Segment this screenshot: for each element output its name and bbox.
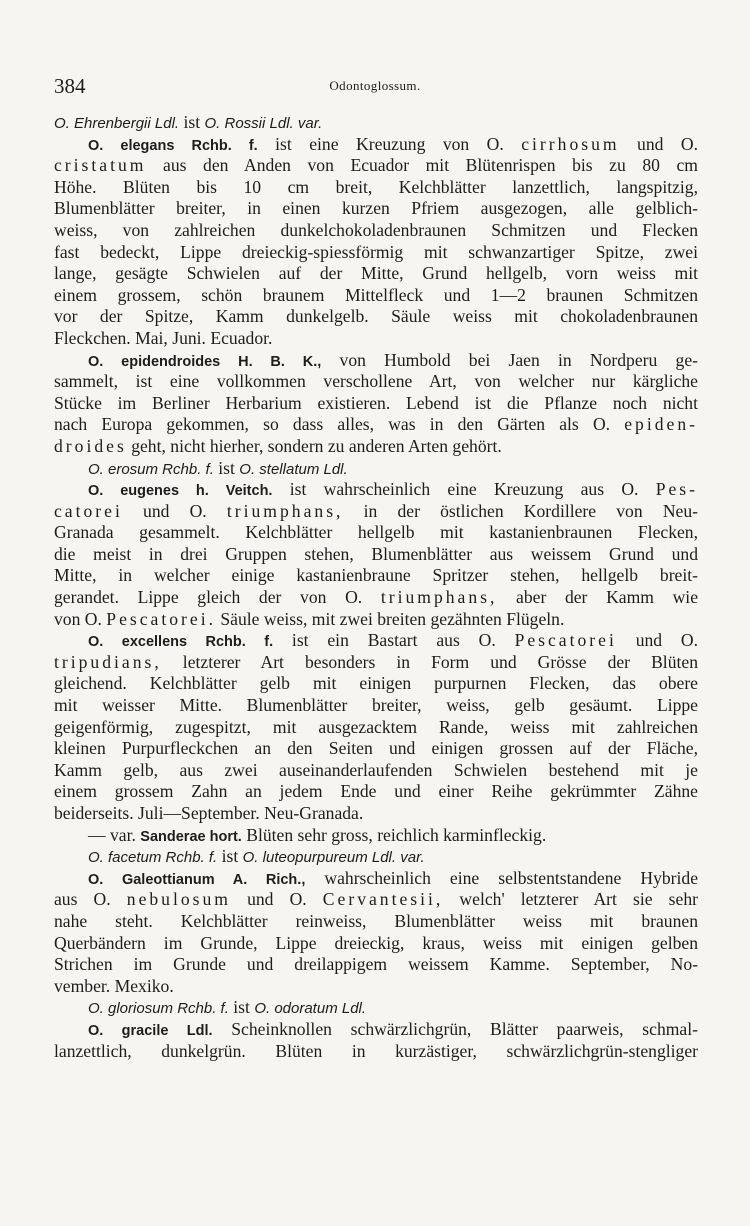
spaced-species-name: triumphans,: [380, 587, 498, 608]
text-line: [54, 976, 698, 998]
text-span: Stücke im Berliner Herbarium existieren. Lebend ist die Pflanze noch nicht: [54, 392, 698, 413]
text-line: [54, 997, 698, 1019]
text-span: Kamm gelb, aus zwei auseinanderlaufenden Schwielen bestehend mit je: [54, 759, 698, 780]
text-span: aus den Anden von Ecuador mit Blütenrispen bis zu 80 cm: [146, 155, 698, 176]
text-span: aber der Kamm wie: [497, 587, 698, 608]
spaced-species-name: triumphans,: [226, 500, 344, 521]
text-line: [54, 652, 698, 674]
page-header: [54, 74, 696, 100]
text-line: [54, 1019, 698, 1041]
text-line: [54, 436, 698, 458]
text-span: geht, nicht hierher, sondern zu anderen Arten gehört.: [126, 435, 502, 456]
species-entry-name: O. elegans Rchb. f.: [88, 137, 258, 154]
text-line: [54, 889, 698, 911]
running-title: Odontoglossum.: [329, 78, 421, 93]
text-span: und O.: [619, 133, 698, 154]
text-line: [54, 220, 698, 242]
text-span: beiderseits. Juli—September. Neu-Granada.: [54, 803, 364, 823]
text-line: [54, 911, 698, 933]
text-span: ist: [179, 112, 205, 132]
text-span: welch' letzterer Art sie sehr: [443, 889, 698, 910]
text-span: weiss, von zahlreichen dunkelchokoladenbraunen Schmitzen und Flecken: [54, 219, 698, 240]
text-span: vember. Mexiko.: [54, 975, 174, 996]
text-line: [54, 760, 698, 782]
text-line: [54, 501, 698, 523]
text-line: [54, 825, 698, 847]
text-line: [54, 673, 698, 695]
synonym-reference: O. odoratum Ldl.: [254, 1000, 367, 1018]
text-span: Scheinknollen schwärzlichgrün, Blätter paarweis, schmal-: [212, 1018, 698, 1039]
text-span: und O.: [122, 500, 227, 521]
body-text: [54, 112, 698, 1062]
spaced-species-name: nebulosum: [126, 889, 231, 910]
text-span: ist: [217, 846, 243, 867]
text-span: von Humbold bei Jaen in Nordperu ge-: [321, 349, 698, 370]
text-line: [54, 242, 698, 264]
text-span: Strichen im Grunde und dreilappigem weissem Kamme. September, No-: [54, 954, 698, 975]
text-line: [54, 285, 698, 307]
text-span: Blüten sehr gross, reichlich karminfleckig.: [241, 824, 547, 845]
text-span: kleinen Purpurfleckchen an den Seiten und einigen grossen auf der Fläche,: [54, 738, 698, 759]
text-line: [54, 954, 698, 976]
text-span: ist: [213, 457, 240, 478]
page-number: 384: [54, 74, 86, 98]
text-line: [54, 781, 698, 803]
spaced-species-name: epiden-: [624, 414, 698, 435]
text-line: [54, 328, 698, 350]
synonym-reference: O. gloriosum Rchb. f.: [88, 1000, 229, 1018]
species-entry-name: O. eugenes h. Veitch.: [88, 483, 273, 500]
text-span: — var.: [88, 824, 141, 845]
species-entry-name: O. Galeottianum A. Rich.,: [88, 871, 306, 888]
text-line: [54, 414, 698, 436]
spaced-species-name: Pes-: [655, 479, 698, 500]
spaced-species-name: tripudians,: [54, 651, 162, 672]
text-span: ist: [228, 997, 255, 1018]
text-span: Blumenblätter breiter, in einen kurzen Pfriem ausgezogen, alle gelblich-: [54, 198, 698, 219]
text-line: [54, 522, 698, 544]
text-span: ist ein Bastart aus O.: [273, 630, 515, 651]
text-line: [54, 112, 698, 134]
spaced-species-name: Pescatorei: [514, 630, 617, 651]
text-span: wahrscheinlich eine selbstentstandene Hybride: [305, 867, 698, 888]
spaced-species-name: cirrhosum: [521, 133, 620, 154]
text-line: [54, 458, 698, 480]
text-line: [54, 371, 698, 393]
text-line: [54, 155, 698, 177]
text-line: [54, 177, 698, 199]
synonym-reference: O. Rossii Ldl. var.: [204, 115, 323, 132]
text-span: Fleckchen. Mai, Juni. Ecuador.: [54, 327, 273, 348]
text-span: ist wahrscheinlich eine Kreuzung aus O.: [272, 479, 656, 500]
text-line: [54, 263, 698, 285]
text-span: Höhe. Blüten bis 10 cm breit, Kelchblätter lanzettlich, langspitzig,: [54, 176, 698, 197]
text-line: [54, 198, 698, 220]
text-span: Granada gesammelt. Kelchblätter hellgelb mit kastanienbraunen Flecken,: [54, 522, 698, 543]
text-span: einem grossem Zahn an jedem Ende und einer Reihe gekrümmter Zähne: [54, 781, 698, 802]
text-line: [54, 1041, 698, 1063]
text-span: ist eine Kreuzung von O.: [257, 133, 522, 154]
text-line: [54, 803, 698, 825]
text-span: geigenförmig, zugespitzt, mit ausgezacktem Rande, weiss mit zahlreichen: [54, 716, 698, 737]
spaced-species-name: Cervantesii,: [322, 889, 444, 910]
spaced-species-name: catorei: [54, 500, 123, 521]
text-span: fast bedeckt, Lippe dreieckig-spiessförmig mit schwanzartiger Spitze, zwei: [54, 241, 698, 262]
text-line: [54, 933, 698, 955]
text-span: aus O.: [54, 889, 127, 910]
text-line: [54, 479, 698, 501]
text-span: Querbändern im Grunde, Lippe dreieckig, kraus, weiss mit einigen gelben: [54, 932, 698, 953]
text-span: in der östlichen Kordillere von Neu-: [343, 500, 698, 521]
species-entry-name: O. gracile Ldl.: [88, 1022, 213, 1039]
synonym-reference: O. Ehrenbergii Ldl.: [54, 115, 180, 132]
text-span: Mitte, in welcher einige kastanienbraune Spritzer stehen, hellgelb breit-: [54, 565, 698, 586]
text-span: sammelt, ist eine vollkommen verschollene Art, von welcher nur kärgliche: [54, 371, 698, 392]
text-line: [54, 738, 698, 760]
text-line: [54, 393, 698, 415]
text-span: lange, gesägte Schwielen auf der Mitte, Grund hellgelb, vorn weiss mit: [54, 263, 698, 284]
species-entry-name: Sanderae hort.: [140, 828, 242, 845]
text-span: und O.: [230, 889, 323, 910]
text-line: [54, 717, 698, 739]
synonym-reference: O. erosum Rchb. f.: [88, 460, 214, 478]
spaced-species-name: droides: [54, 435, 127, 456]
text-line: [54, 587, 698, 609]
text-line: [54, 868, 698, 890]
text-span: die meist in drei Gruppen stehen, Blumenblätter aus weissem Grund und: [54, 543, 698, 564]
text-span: vor der Spitze, Kamm dunkelgelb. Säule weiss mit chokoladenbraunen: [54, 306, 698, 327]
text-line: [54, 695, 698, 717]
text-line: [54, 306, 698, 328]
text-span: Säule weiss, mit zwei breiten gezähnten Flügeln.: [216, 608, 565, 629]
text-span: gleichend. Kelchblätter gelb mit einigen purpurnen Flecken, das obere: [54, 673, 698, 694]
text-span: mit weisser Mitte. Blumenblätter breiter, weiss, gelb gesäumt. Lippe: [54, 695, 698, 716]
text-line: [54, 350, 698, 372]
text-line: [54, 544, 698, 566]
synonym-reference: O. stellatum Ldl.: [239, 460, 348, 478]
text-line: [54, 609, 698, 631]
text-span: einem grossem, schön braunem Mittelfleck und 1—2 braunen Schmitzen: [54, 284, 698, 305]
spaced-species-name: Pescatorei.: [106, 608, 216, 629]
text-span: letzterer Art besonders in Form und Grösse der Blüten: [161, 651, 698, 672]
text-span: gerandet. Lippe gleich der von O.: [54, 587, 381, 608]
text-span: und O.: [616, 630, 698, 651]
text-line: [54, 134, 698, 156]
text-span: nach Europa gekommen, so dass alles, was in den Gärten als O.: [54, 414, 625, 435]
synonym-reference: O. luteopurpureum Ldl. var.: [242, 849, 425, 867]
text-line: [54, 846, 698, 868]
text-line: [54, 565, 698, 587]
synonym-reference: O. facetum Rchb. f.: [88, 849, 218, 867]
species-entry-name: O. excellens Rchb. f.: [88, 634, 274, 651]
text-line: [54, 630, 698, 652]
text-span: nahe steht. Kelchblätter reinweiss, Blumenblätter weiss mit braunen: [54, 910, 698, 931]
spaced-species-name: cristatum: [54, 155, 147, 176]
text-span: von O.: [54, 608, 107, 629]
text-span: lanzettlich, dunkelgrün. Blüten in kurzästiger, schwärzlichgrün-stengliger: [54, 1040, 698, 1061]
species-entry-name: O. epidendroides H. B. K.,: [88, 353, 322, 370]
